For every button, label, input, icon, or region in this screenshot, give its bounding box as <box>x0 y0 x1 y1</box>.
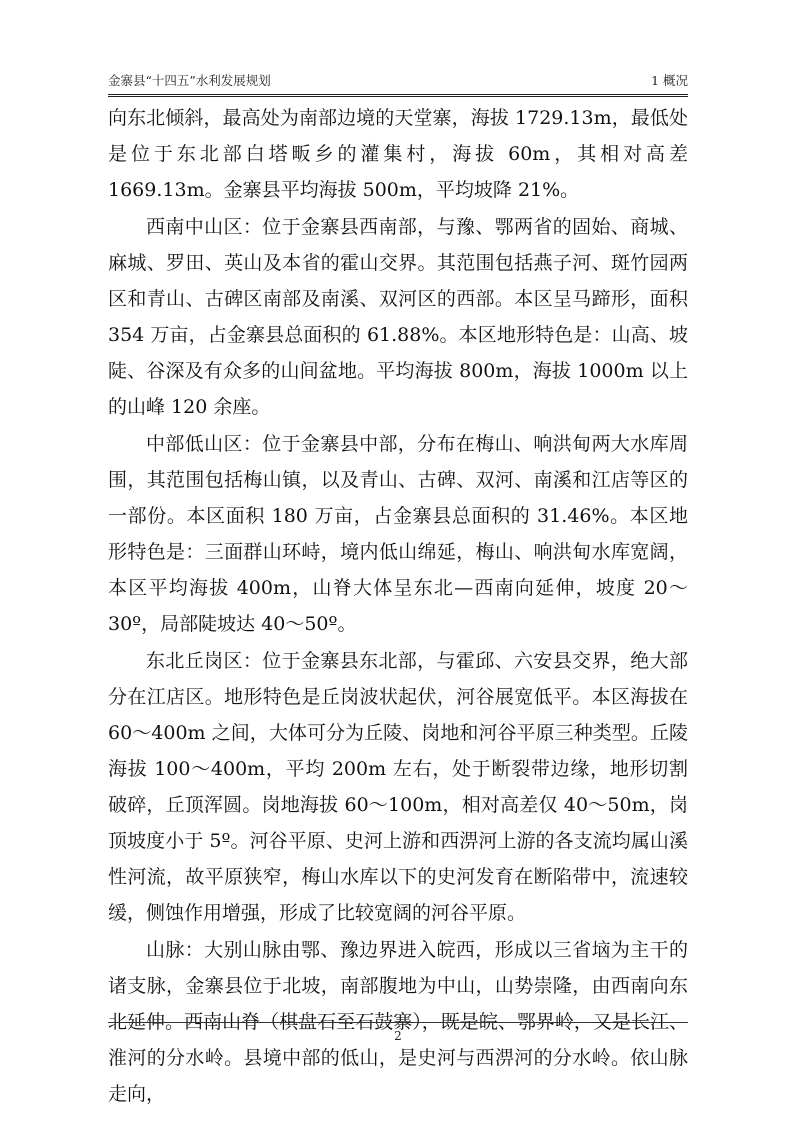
header-divider <box>108 94 688 97</box>
paragraph-southwest-mountain-area: 西南中山区：位于金寨县西南部，与豫、鄂两省的固始、商城、麻城、罗田、英山及本省的霍山交界。其范围包括燕子河、斑竹园两区和青山、古碑区南部及南溪、双河区的西部。本区呈马蹄形，面积 354 万亩，占金寨县总面积的 61.88%。本区地形特色是：山高、坡陡、谷深及有众多的山间盆地。平均海拔 800m，海拔 1000m 以上的山峰 120 余座。 <box>108 216 688 418</box>
page-header <box>108 72 688 92</box>
paragraph-northeast-hill-area: 东北丘岗区：位于金寨县东北部，与霍邱、六安县交界，绝大部分在江店区。地形特色是丘岗波状起伏，河谷展宽低平。本区海拔在 60～400m 之间，大体可分为丘陵、岗地和河谷平原三种类型。丘陵海拔 100～400m，平均 200m 左右，处于断裂带边缘，地形切割破碎，丘顶浑圆。岗地海拔 60～100m，相对高差仅 40～50m，岗顶坡度小于 5º。河谷平原、史河上游和西淠河上游的各支流均属山溪性河流，故平原狭窄，梅山水库以下的史河发育在断陷带中，流速较缓，侧蚀作用增强，形成了比较宽阔的河谷平原。 <box>108 650 688 924</box>
paragraph-central-low-mountain-area: 中部低山区：位于金寨县中部，分布在梅山、响洪甸两大水库周围，其范围包括梅山镇，以及青山、古碑、双河、南溪和江店等区的一部份。本区面积 180 万亩，占金寨县总面积的 31.46%。本区地形特色是：三面群山环峙，境内低山绵延，梅山、响洪甸水库宽阔，本区平均海拔 400m，山脊大体呈东北—西南向延伸，坡度 20～30º，局部陡坡达 40～50º。 <box>108 433 688 635</box>
header-chapter: 1 概况 <box>651 73 688 88</box>
header-title: 金寨县“十四五”水利发展规划 <box>108 73 271 88</box>
paragraph-mountains: 山脉：大别山脉由鄂、豫边界进入皖西，形成以三省垴为主干的诸支脉，金寨县位于北坡，南部腹地为中山，山势崇隆，由西南向东北延伸。西南山脊（棋盘石至石鼓寨），既是皖、鄂界岭，又是长江、淮河的分水岭。县境中部的低山，是史河与西淠河的分水岭。依山脉走向， <box>108 939 688 1105</box>
footer-divider <box>108 1022 688 1023</box>
page-body <box>108 100 688 1112</box>
paragraph-continuation: 向东北倾斜，最高处为南部边境的天堂寨，海拔 1729.13m，最低处是位于东北部白塔畈乡的灌集村，海拔 60m，其相对高差 1669.13m。金寨县平均海拔 500m，平均坡降 21%。 <box>108 107 688 201</box>
page-number: 2 <box>394 1029 402 1043</box>
